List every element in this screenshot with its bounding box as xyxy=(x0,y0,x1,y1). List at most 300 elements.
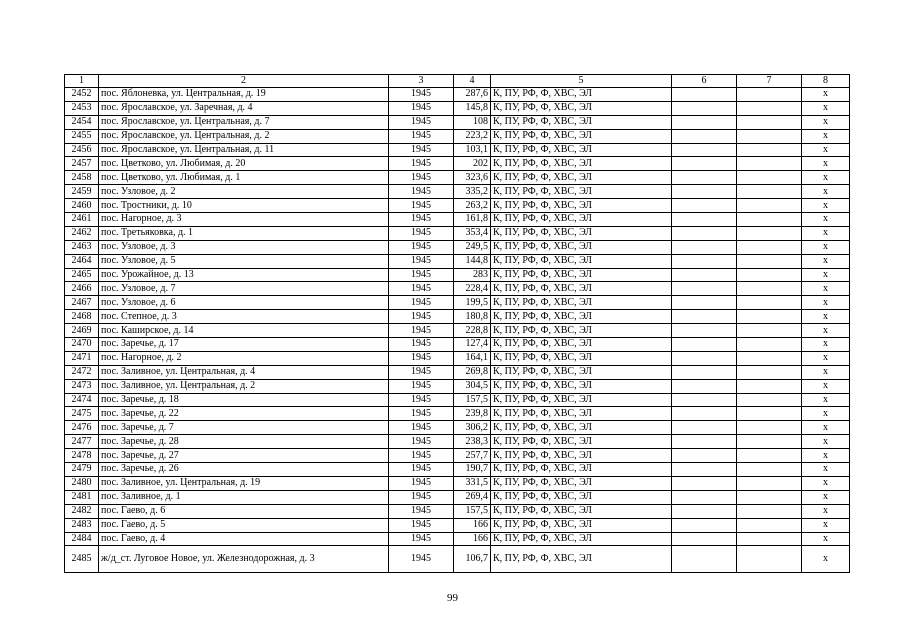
column-7-cell xyxy=(737,157,802,171)
column-7-cell xyxy=(737,379,802,393)
year-cell: 1945 xyxy=(389,213,454,227)
column-6-cell xyxy=(672,115,737,129)
address-cell: пос. Степное, д. 3 xyxy=(99,310,389,324)
table-row xyxy=(65,171,850,185)
address-cell: пос. Заливное, ул. Центральная, д. 2 xyxy=(99,379,389,393)
utilities-cell: К, ПУ, РФ, Ф, ХВС, ЭЛ xyxy=(491,490,672,504)
column-7-cell xyxy=(737,463,802,477)
table-row xyxy=(65,449,850,463)
area-cell: 228,8 xyxy=(454,324,491,338)
table-row xyxy=(65,365,850,379)
column-8-cell: х xyxy=(802,407,850,421)
header-cell-8: 8 xyxy=(802,75,850,88)
address-cell: пос. Заречье, д. 27 xyxy=(99,449,389,463)
area-cell: 257,7 xyxy=(454,449,491,463)
column-7-cell xyxy=(737,129,802,143)
year-cell: 1945 xyxy=(389,226,454,240)
address-cell: пос. Узловое, д. 2 xyxy=(99,185,389,199)
column-8-cell: х xyxy=(802,490,850,504)
column-8-cell: х xyxy=(802,240,850,254)
column-6-cell xyxy=(672,129,737,143)
year-cell: 1945 xyxy=(389,254,454,268)
address-cell: пос. Узловое, д. 3 xyxy=(99,240,389,254)
area-cell: 108 xyxy=(454,115,491,129)
table-row xyxy=(65,296,850,310)
area-cell: 164,1 xyxy=(454,351,491,365)
column-8-cell: х xyxy=(802,101,850,115)
utilities-cell: К, ПУ, РФ, Ф, ХВС, ЭЛ xyxy=(491,463,672,477)
year-cell: 1945 xyxy=(389,365,454,379)
column-8-cell: х xyxy=(802,115,850,129)
utilities-cell: К, ПУ, РФ, Ф, ХВС, ЭЛ xyxy=(491,115,672,129)
year-cell: 1945 xyxy=(389,185,454,199)
area-cell: 269,4 xyxy=(454,490,491,504)
year-cell: 1945 xyxy=(389,129,454,143)
header-cell-4: 4 xyxy=(454,75,491,88)
area-cell: 161,8 xyxy=(454,213,491,227)
row-number: 2452 xyxy=(65,88,99,102)
column-7-cell xyxy=(737,421,802,435)
column-6-cell xyxy=(672,88,737,102)
area-cell: 202 xyxy=(454,157,491,171)
column-7-cell xyxy=(737,115,802,129)
table-row xyxy=(65,393,850,407)
row-number: 2466 xyxy=(65,282,99,296)
table-row xyxy=(65,240,850,254)
column-6-cell xyxy=(672,101,737,115)
table-row xyxy=(65,435,850,449)
column-6-cell xyxy=(672,157,737,171)
table-row xyxy=(65,129,850,143)
address-cell: пос. Гаево, д. 4 xyxy=(99,532,389,546)
address-cell: пос. Нагорное, д. 2 xyxy=(99,351,389,365)
year-cell: 1945 xyxy=(389,532,454,546)
area-cell: 144,8 xyxy=(454,254,491,268)
row-number: 2468 xyxy=(65,310,99,324)
column-8-cell: х xyxy=(802,157,850,171)
address-cell: пос. Заречье, д. 22 xyxy=(99,407,389,421)
column-7-cell xyxy=(737,532,802,546)
utilities-cell: К, ПУ, РФ, Ф, ХВС, ЭЛ xyxy=(491,185,672,199)
column-6-cell xyxy=(672,199,737,213)
year-cell: 1945 xyxy=(389,296,454,310)
utilities-cell: К, ПУ, РФ, Ф, ХВС, ЭЛ xyxy=(491,351,672,365)
address-cell: пос. Гаево, д. 6 xyxy=(99,504,389,518)
area-cell: 145,8 xyxy=(454,101,491,115)
year-cell: 1945 xyxy=(389,449,454,463)
table-row xyxy=(65,504,850,518)
year-cell: 1945 xyxy=(389,518,454,532)
year-cell: 1945 xyxy=(389,338,454,352)
registry-table xyxy=(64,74,850,573)
column-8-cell: х xyxy=(802,143,850,157)
utilities-cell: К, ПУ, РФ, Ф, ХВС, ЭЛ xyxy=(491,310,672,324)
column-7-cell xyxy=(737,546,802,573)
table-row xyxy=(65,351,850,365)
row-number: 2465 xyxy=(65,268,99,282)
table-row xyxy=(65,476,850,490)
row-number: 2469 xyxy=(65,324,99,338)
year-cell: 1945 xyxy=(389,351,454,365)
row-number: 2482 xyxy=(65,504,99,518)
year-cell: 1945 xyxy=(389,476,454,490)
utilities-cell: К, ПУ, РФ, Ф, ХВС, ЭЛ xyxy=(491,226,672,240)
row-number: 2477 xyxy=(65,435,99,449)
table-row xyxy=(65,268,850,282)
year-cell: 1945 xyxy=(389,171,454,185)
row-number: 2481 xyxy=(65,490,99,504)
area-cell: 263,2 xyxy=(454,199,491,213)
table-row xyxy=(65,421,850,435)
area-cell: 353,4 xyxy=(454,226,491,240)
address-cell: пос. Заречье, д. 17 xyxy=(99,338,389,352)
column-7-cell xyxy=(737,407,802,421)
utilities-cell: К, ПУ, РФ, Ф, ХВС, ЭЛ xyxy=(491,254,672,268)
table-row xyxy=(65,532,850,546)
year-cell: 1945 xyxy=(389,268,454,282)
column-8-cell: х xyxy=(802,504,850,518)
table-row xyxy=(65,310,850,324)
column-6-cell xyxy=(672,240,737,254)
year-cell: 1945 xyxy=(389,435,454,449)
table-header xyxy=(65,75,850,88)
year-cell: 1945 xyxy=(389,101,454,115)
column-7-cell xyxy=(737,199,802,213)
table-row xyxy=(65,101,850,115)
column-6-cell xyxy=(672,490,737,504)
column-6-cell xyxy=(672,393,737,407)
utilities-cell: К, ПУ, РФ, Ф, ХВС, ЭЛ xyxy=(491,546,672,573)
row-number: 2470 xyxy=(65,338,99,352)
row-number: 2485 xyxy=(65,546,99,573)
column-7-cell xyxy=(737,435,802,449)
row-number: 2458 xyxy=(65,171,99,185)
address-cell: пос. Яблоневка, ул. Центральная, д. 19 xyxy=(99,88,389,102)
column-6-cell xyxy=(672,365,737,379)
column-6-cell xyxy=(672,338,737,352)
column-8-cell: х xyxy=(802,338,850,352)
column-8-cell: х xyxy=(802,254,850,268)
row-number: 2483 xyxy=(65,518,99,532)
table-body xyxy=(65,88,850,573)
column-7-cell xyxy=(737,296,802,310)
utilities-cell: К, ПУ, РФ, Ф, ХВС, ЭЛ xyxy=(491,449,672,463)
utilities-cell: К, ПУ, РФ, Ф, ХВС, ЭЛ xyxy=(491,365,672,379)
column-6-cell xyxy=(672,282,737,296)
row-number: 2459 xyxy=(65,185,99,199)
table-row xyxy=(65,254,850,268)
utilities-cell: К, ПУ, РФ, Ф, ХВС, ЭЛ xyxy=(491,532,672,546)
column-6-cell xyxy=(672,518,737,532)
table-row xyxy=(65,407,850,421)
utilities-cell: К, ПУ, РФ, Ф, ХВС, ЭЛ xyxy=(491,143,672,157)
column-6-cell xyxy=(672,185,737,199)
area-cell: 269,8 xyxy=(454,365,491,379)
column-7-cell xyxy=(737,282,802,296)
address-cell: пос. Третьяковка, д. 1 xyxy=(99,226,389,240)
column-6-cell xyxy=(672,546,737,573)
header-cell-1: 1 xyxy=(65,75,99,88)
row-number: 2460 xyxy=(65,199,99,213)
column-8-cell: х xyxy=(802,351,850,365)
row-number: 2457 xyxy=(65,157,99,171)
utilities-cell: К, ПУ, РФ, Ф, ХВС, ЭЛ xyxy=(491,393,672,407)
address-cell: пос. Цветково, ул. Любимая, д. 20 xyxy=(99,157,389,171)
area-cell: 166 xyxy=(454,518,491,532)
area-cell: 157,5 xyxy=(454,393,491,407)
area-cell: 190,7 xyxy=(454,463,491,477)
column-7-cell xyxy=(737,213,802,227)
utilities-cell: К, ПУ, РФ, Ф, ХВС, ЭЛ xyxy=(491,421,672,435)
column-7-cell xyxy=(737,240,802,254)
area-cell: 106,7 xyxy=(454,546,491,573)
year-cell: 1945 xyxy=(389,393,454,407)
column-6-cell xyxy=(672,463,737,477)
area-cell: 249,5 xyxy=(454,240,491,254)
column-8-cell: х xyxy=(802,379,850,393)
row-number: 2484 xyxy=(65,532,99,546)
column-7-cell xyxy=(737,88,802,102)
address-cell: пос. Узловое, д. 6 xyxy=(99,296,389,310)
year-cell: 1945 xyxy=(389,463,454,477)
utilities-cell: К, ПУ, РФ, Ф, ХВС, ЭЛ xyxy=(491,282,672,296)
table-row xyxy=(65,546,850,573)
table-row xyxy=(65,115,850,129)
column-6-cell xyxy=(672,213,737,227)
utilities-cell: К, ПУ, РФ, Ф, ХВС, ЭЛ xyxy=(491,296,672,310)
column-8-cell: х xyxy=(802,546,850,573)
table-row xyxy=(65,88,850,102)
column-7-cell xyxy=(737,324,802,338)
column-7-cell xyxy=(737,143,802,157)
column-6-cell xyxy=(672,296,737,310)
column-8-cell: х xyxy=(802,324,850,338)
row-number: 2478 xyxy=(65,449,99,463)
row-number: 2480 xyxy=(65,476,99,490)
header-cell-3: 3 xyxy=(389,75,454,88)
table-row xyxy=(65,185,850,199)
utilities-cell: К, ПУ, РФ, Ф, ХВС, ЭЛ xyxy=(491,435,672,449)
year-cell: 1945 xyxy=(389,324,454,338)
column-8-cell: х xyxy=(802,463,850,477)
column-8-cell: х xyxy=(802,226,850,240)
row-number: 2455 xyxy=(65,129,99,143)
column-6-cell xyxy=(672,310,737,324)
address-cell: пос. Заречье, д. 28 xyxy=(99,435,389,449)
column-8-cell: х xyxy=(802,435,850,449)
address-cell: пос. Нагорное, д. 3 xyxy=(99,213,389,227)
column-7-cell xyxy=(737,476,802,490)
column-6-cell xyxy=(672,421,737,435)
year-cell: 1945 xyxy=(389,240,454,254)
utilities-cell: К, ПУ, РФ, Ф, ХВС, ЭЛ xyxy=(491,504,672,518)
column-8-cell: х xyxy=(802,449,850,463)
utilities-cell: К, ПУ, РФ, Ф, ХВС, ЭЛ xyxy=(491,129,672,143)
utilities-cell: К, ПУ, РФ, Ф, ХВС, ЭЛ xyxy=(491,240,672,254)
column-8-cell: х xyxy=(802,296,850,310)
row-number: 2464 xyxy=(65,254,99,268)
column-8-cell: х xyxy=(802,213,850,227)
column-6-cell xyxy=(672,226,737,240)
area-cell: 239,8 xyxy=(454,407,491,421)
row-number: 2479 xyxy=(65,463,99,477)
utilities-cell: К, ПУ, РФ, Ф, ХВС, ЭЛ xyxy=(491,338,672,352)
address-cell: пос. Ярославское, ул. Центральная, д. 11 xyxy=(99,143,389,157)
header-cell-7: 7 xyxy=(737,75,802,88)
header-cell-5: 5 xyxy=(491,75,672,88)
area-cell: 287,6 xyxy=(454,88,491,102)
row-number: 2475 xyxy=(65,407,99,421)
column-7-cell xyxy=(737,393,802,407)
column-8-cell: х xyxy=(802,421,850,435)
table-row xyxy=(65,463,850,477)
column-8-cell: х xyxy=(802,532,850,546)
utilities-cell: К, ПУ, РФ, Ф, ХВС, ЭЛ xyxy=(491,268,672,282)
utilities-cell: К, ПУ, РФ, Ф, ХВС, ЭЛ xyxy=(491,518,672,532)
column-7-cell xyxy=(737,490,802,504)
area-cell: 180,8 xyxy=(454,310,491,324)
column-6-cell xyxy=(672,435,737,449)
row-number: 2472 xyxy=(65,365,99,379)
row-number: 2467 xyxy=(65,296,99,310)
column-6-cell xyxy=(672,476,737,490)
address-cell: пос. Заливное, д. 1 xyxy=(99,490,389,504)
area-cell: 238,3 xyxy=(454,435,491,449)
header-cell-6: 6 xyxy=(672,75,737,88)
header-row xyxy=(65,75,850,88)
table-row xyxy=(65,199,850,213)
address-cell: пос. Цветково, ул. Любимая, д. 1 xyxy=(99,171,389,185)
column-8-cell: х xyxy=(802,310,850,324)
table-row xyxy=(65,143,850,157)
column-7-cell xyxy=(737,351,802,365)
area-cell: 157,5 xyxy=(454,504,491,518)
column-8-cell: х xyxy=(802,282,850,296)
column-8-cell: х xyxy=(802,88,850,102)
area-cell: 127,4 xyxy=(454,338,491,352)
table-row xyxy=(65,518,850,532)
column-8-cell: х xyxy=(802,393,850,407)
address-cell: пос. Урожайное, д. 13 xyxy=(99,268,389,282)
area-cell: 199,5 xyxy=(454,296,491,310)
column-6-cell xyxy=(672,449,737,463)
year-cell: 1945 xyxy=(389,115,454,129)
column-8-cell: х xyxy=(802,199,850,213)
page-number: 99 xyxy=(447,592,458,604)
column-7-cell xyxy=(737,310,802,324)
column-7-cell xyxy=(737,504,802,518)
row-number: 2454 xyxy=(65,115,99,129)
row-number: 2463 xyxy=(65,240,99,254)
area-cell: 304,5 xyxy=(454,379,491,393)
address-cell: пос. Заречье, д. 18 xyxy=(99,393,389,407)
table-row xyxy=(65,157,850,171)
row-number: 2453 xyxy=(65,101,99,115)
column-6-cell xyxy=(672,351,737,365)
column-6-cell xyxy=(672,532,737,546)
column-8-cell: х xyxy=(802,268,850,282)
row-number: 2462 xyxy=(65,226,99,240)
column-7-cell xyxy=(737,449,802,463)
utilities-cell: К, ПУ, РФ, Ф, ХВС, ЭЛ xyxy=(491,476,672,490)
table-row xyxy=(65,338,850,352)
column-6-cell xyxy=(672,268,737,282)
header-cell-2: 2 xyxy=(99,75,389,88)
table-row xyxy=(65,226,850,240)
year-cell: 1945 xyxy=(389,490,454,504)
column-8-cell: х xyxy=(802,518,850,532)
address-cell: ж/д_ст. Луговое Новое, ул. Железнодорожная, д. 3 xyxy=(99,546,389,573)
utilities-cell: К, ПУ, РФ, Ф, ХВС, ЭЛ xyxy=(491,157,672,171)
address-cell: пос. Ярославское, ул. Центральная, д. 7 xyxy=(99,115,389,129)
table-row xyxy=(65,324,850,338)
address-cell: пос. Заливное, ул. Центральная, д. 19 xyxy=(99,476,389,490)
address-cell: пос. Заливное, ул. Центральная, д. 4 xyxy=(99,365,389,379)
address-cell: пос. Узловое, д. 7 xyxy=(99,282,389,296)
utilities-cell: К, ПУ, РФ, Ф, ХВС, ЭЛ xyxy=(491,379,672,393)
utilities-cell: К, ПУ, РФ, Ф, ХВС, ЭЛ xyxy=(491,101,672,115)
utilities-cell: К, ПУ, РФ, Ф, ХВС, ЭЛ xyxy=(491,171,672,185)
column-7-cell xyxy=(737,185,802,199)
year-cell: 1945 xyxy=(389,421,454,435)
utilities-cell: К, ПУ, РФ, Ф, ХВС, ЭЛ xyxy=(491,199,672,213)
column-6-cell xyxy=(672,254,737,268)
area-cell: 283 xyxy=(454,268,491,282)
area-cell: 331,5 xyxy=(454,476,491,490)
year-cell: 1945 xyxy=(389,157,454,171)
row-number: 2461 xyxy=(65,213,99,227)
column-7-cell xyxy=(737,226,802,240)
column-8-cell: х xyxy=(802,476,850,490)
column-6-cell xyxy=(672,379,737,393)
year-cell: 1945 xyxy=(389,143,454,157)
column-7-cell xyxy=(737,171,802,185)
table-row xyxy=(65,213,850,227)
address-cell: пос. Каширское, д. 14 xyxy=(99,324,389,338)
table-row xyxy=(65,490,850,504)
column-7-cell xyxy=(737,101,802,115)
row-number: 2471 xyxy=(65,351,99,365)
address-cell: пос. Заречье, д. 7 xyxy=(99,421,389,435)
column-6-cell xyxy=(672,407,737,421)
area-cell: 335,2 xyxy=(454,185,491,199)
year-cell: 1945 xyxy=(389,310,454,324)
row-number: 2476 xyxy=(65,421,99,435)
column-8-cell: х xyxy=(802,129,850,143)
column-7-cell xyxy=(737,518,802,532)
year-cell: 1945 xyxy=(389,504,454,518)
column-6-cell xyxy=(672,324,737,338)
column-6-cell xyxy=(672,171,737,185)
column-6-cell xyxy=(672,143,737,157)
column-7-cell xyxy=(737,365,802,379)
year-cell: 1945 xyxy=(389,88,454,102)
address-cell: пос. Гаево, д. 5 xyxy=(99,518,389,532)
column-7-cell xyxy=(737,268,802,282)
year-cell: 1945 xyxy=(389,379,454,393)
column-7-cell xyxy=(737,254,802,268)
area-cell: 306,2 xyxy=(454,421,491,435)
area-cell: 103,1 xyxy=(454,143,491,157)
column-6-cell xyxy=(672,504,737,518)
utilities-cell: К, ПУ, РФ, Ф, ХВС, ЭЛ xyxy=(491,88,672,102)
year-cell: 1945 xyxy=(389,407,454,421)
address-cell: пос. Ярославское, ул. Заречная, д. 4 xyxy=(99,101,389,115)
address-cell: пос. Тростники, д. 10 xyxy=(99,199,389,213)
column-7-cell xyxy=(737,338,802,352)
year-cell: 1945 xyxy=(389,282,454,296)
year-cell: 1945 xyxy=(389,199,454,213)
